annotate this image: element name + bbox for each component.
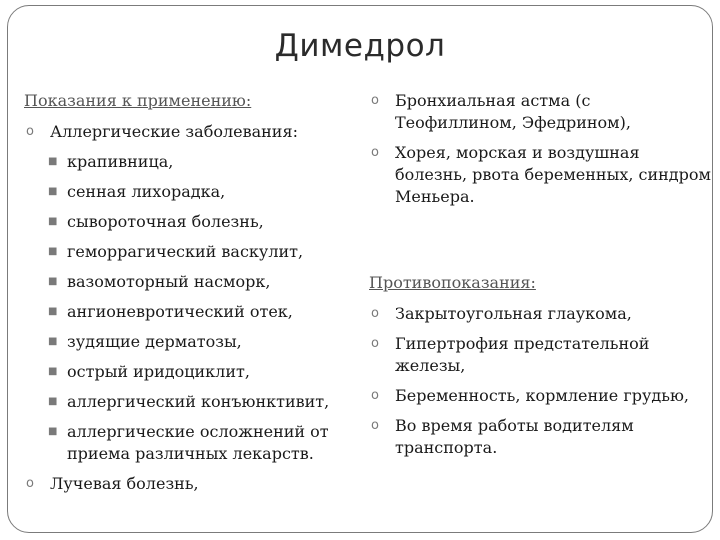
item-text: геморрагический васкулит,	[67, 242, 304, 261]
circle-bullet-icon: o	[26, 124, 34, 139]
indications-heading: Показания к применению:	[24, 91, 252, 110]
item-text: Лучевая болезнь,	[50, 474, 199, 493]
item-text: Гипертрофия предстательной железы,	[395, 334, 650, 375]
sub-list-item	[24, 241, 364, 263]
item-text: Беременность, кормление грудью,	[395, 386, 689, 405]
list-item	[369, 90, 714, 134]
square-bullet-icon: ■	[48, 246, 58, 257]
item-text: Аллергические заболевания:	[50, 122, 298, 141]
item-text: Бронхиальная астма (с Теофиллином, Эфедрином),	[395, 91, 631, 132]
circle-bullet-icon: o	[371, 336, 379, 351]
list-item	[24, 473, 364, 495]
item-text: ангионевротический отек,	[67, 302, 293, 321]
circle-bullet-icon: o	[371, 93, 379, 108]
circle-bullet-icon: o	[371, 388, 379, 403]
right-column	[369, 90, 714, 467]
square-bullet-icon: ■	[48, 366, 58, 377]
item-text: Хорея, морская и воздушная болезнь, рвота беременных, синдром Меньера.	[395, 143, 711, 206]
list-item	[369, 142, 714, 208]
square-bullet-icon: ■	[48, 156, 58, 167]
item-text: аллергический конъюнктивит,	[67, 392, 330, 411]
list-item	[369, 385, 714, 407]
sub-list-item	[24, 211, 364, 233]
page-title: Димедрол	[274, 28, 446, 64]
item-text: крапивница,	[67, 152, 174, 171]
sub-list-item	[24, 421, 364, 465]
item-text: сывороточная болезнь,	[67, 212, 264, 231]
circle-bullet-icon: o	[371, 306, 379, 321]
sub-list-item	[24, 271, 364, 293]
circle-bullet-icon: o	[26, 476, 34, 491]
item-text: Закрытоугольная глаукома,	[395, 304, 632, 323]
left-column	[24, 90, 364, 503]
sub-list-item	[24, 301, 364, 323]
square-bullet-icon: ■	[48, 216, 58, 227]
list-item	[24, 121, 364, 143]
square-bullet-icon: ■	[48, 396, 58, 407]
item-text: острый иридоциклит,	[67, 362, 250, 381]
item-text: аллергические осложнений от приема различных лекарств.	[67, 422, 329, 463]
sub-list-item	[24, 391, 364, 413]
circle-bullet-icon: o	[371, 418, 379, 433]
square-bullet-icon: ■	[48, 276, 58, 287]
square-bullet-icon: ■	[48, 426, 58, 437]
item-text: вазомоторный насморк,	[67, 272, 271, 291]
square-bullet-icon: ■	[48, 186, 58, 197]
sub-list-item	[24, 181, 364, 203]
list-item	[369, 303, 714, 325]
square-bullet-icon: ■	[48, 336, 58, 347]
item-text: сенная лихорадка,	[67, 182, 226, 201]
contraindications-heading: Противопоказания:	[369, 273, 536, 292]
square-bullet-icon: ■	[48, 306, 58, 317]
list-item	[369, 333, 714, 377]
item-text: Во время работы водителям транспорта.	[395, 416, 634, 457]
slide	[7, 5, 713, 533]
sub-list-item	[24, 361, 364, 383]
sub-list-item	[24, 331, 364, 353]
item-text: зудящие дерматозы,	[67, 332, 242, 351]
sub-list-item	[24, 151, 364, 173]
list-item	[369, 415, 714, 459]
circle-bullet-icon: o	[371, 145, 379, 160]
